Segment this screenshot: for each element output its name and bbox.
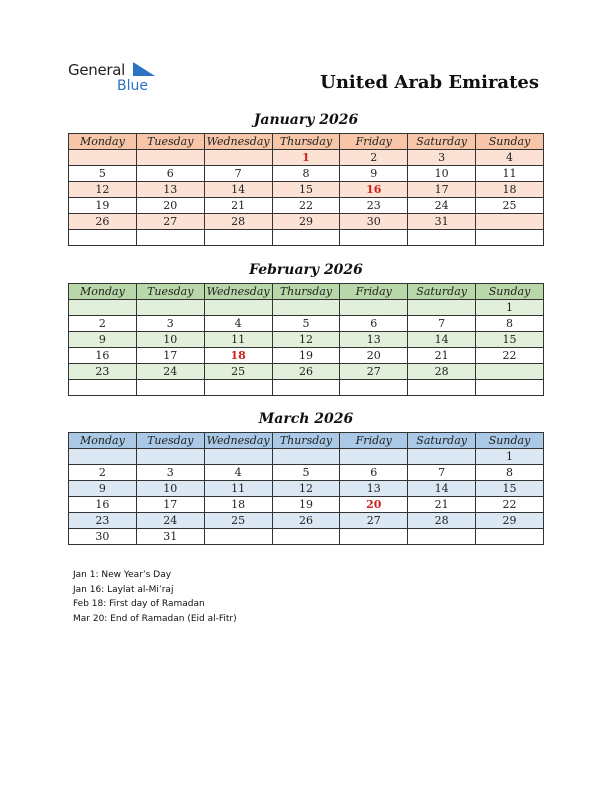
- empty-day-cell: [69, 449, 137, 465]
- day-cell: 30: [340, 214, 408, 230]
- calendar-table-feb: [68, 283, 544, 396]
- day-cell: 22: [476, 348, 544, 364]
- day-cell: 20: [136, 198, 204, 214]
- day-cell: 9: [69, 481, 137, 497]
- empty-day-cell: [476, 380, 544, 396]
- empty-day-cell: [136, 449, 204, 465]
- weekday-header: Saturday: [408, 433, 476, 449]
- weekday-header: Saturday: [408, 134, 476, 150]
- day-cell: 10: [408, 166, 476, 182]
- week-row: [69, 300, 544, 316]
- day-cell: 15: [272, 182, 340, 198]
- weekday-header: Monday: [69, 284, 137, 300]
- empty-day-cell: [476, 364, 544, 380]
- empty-day-cell: [272, 380, 340, 396]
- empty-day-cell: [340, 300, 408, 316]
- day-cell: 5: [272, 465, 340, 481]
- empty-day-cell: [408, 380, 476, 396]
- day-cell: 18: [476, 182, 544, 198]
- week-row: [69, 214, 544, 230]
- generalblue-logo: [68, 60, 168, 96]
- logo-text-general: General: [68, 61, 126, 79]
- empty-day-cell: [69, 230, 137, 246]
- weekday-header: Wednesday: [204, 134, 272, 150]
- day-cell: 4: [204, 316, 272, 332]
- day-cell: 16: [69, 497, 137, 513]
- day-cell: 22: [476, 497, 544, 513]
- holiday-notes: [73, 568, 237, 626]
- day-cell: 17: [136, 348, 204, 364]
- month-title-jan: January 2026: [253, 112, 359, 128]
- day-cell: 4: [204, 465, 272, 481]
- day-cell: 12: [69, 182, 137, 198]
- month-title-feb: February 2026: [249, 262, 363, 278]
- day-cell: 18: [204, 497, 272, 513]
- day-cell: 14: [408, 332, 476, 348]
- day-cell: 7: [408, 316, 476, 332]
- weekday-header: Thursday: [272, 284, 340, 300]
- day-cell: 1: [272, 150, 340, 166]
- day-cell: 8: [476, 465, 544, 481]
- day-cell: 24: [136, 364, 204, 380]
- day-cell: 23: [69, 513, 137, 529]
- empty-day-cell: [340, 380, 408, 396]
- logo-text-blue: Blue: [117, 78, 148, 94]
- day-cell: 27: [340, 364, 408, 380]
- day-cell: 10: [136, 481, 204, 497]
- day-cell: 14: [204, 182, 272, 198]
- day-cell: 16: [340, 182, 408, 198]
- day-cell: 7: [204, 166, 272, 182]
- day-cell: 27: [136, 214, 204, 230]
- day-cell: 23: [69, 364, 137, 380]
- day-cell: 25: [476, 198, 544, 214]
- day-cell: 3: [408, 150, 476, 166]
- empty-day-cell: [204, 449, 272, 465]
- week-row: [69, 348, 544, 364]
- day-cell: 1: [476, 449, 544, 465]
- day-cell: 31: [136, 529, 204, 545]
- day-cell: 24: [408, 198, 476, 214]
- weekday-header: Saturday: [408, 284, 476, 300]
- day-cell: 25: [204, 513, 272, 529]
- weekday-header: Tuesday: [136, 134, 204, 150]
- day-cell: 11: [204, 481, 272, 497]
- holiday-note: Mar 20: End of Ramadan (Eid al-Fitr): [73, 613, 237, 624]
- day-cell: 21: [408, 348, 476, 364]
- day-cell: 21: [408, 497, 476, 513]
- day-cell: 17: [136, 497, 204, 513]
- week-row: [69, 332, 544, 348]
- weekday-header: Monday: [69, 134, 137, 150]
- empty-day-cell: [272, 300, 340, 316]
- day-cell: 15: [476, 481, 544, 497]
- empty-day-cell: [136, 380, 204, 396]
- weekday-header: Friday: [340, 433, 408, 449]
- day-cell: 13: [136, 182, 204, 198]
- week-row: [69, 513, 544, 529]
- day-cell: 2: [69, 316, 137, 332]
- day-cell: 1: [476, 300, 544, 316]
- empty-day-cell: [272, 449, 340, 465]
- empty-day-cell: [340, 529, 408, 545]
- calendar-table-mar: [68, 432, 544, 545]
- weekday-header: Thursday: [272, 134, 340, 150]
- day-cell: 28: [204, 214, 272, 230]
- empty-day-cell: [408, 529, 476, 545]
- day-cell: 4: [476, 150, 544, 166]
- day-cell: 30: [69, 529, 137, 545]
- week-row: [69, 230, 544, 246]
- empty-day-cell: [340, 230, 408, 246]
- empty-day-cell: [136, 300, 204, 316]
- weekday-header: Monday: [69, 433, 137, 449]
- holiday-note: Jan 16: Laylat al-Mi’raj: [73, 584, 174, 595]
- empty-day-cell: [69, 150, 137, 166]
- day-cell: 3: [136, 316, 204, 332]
- empty-day-cell: [204, 150, 272, 166]
- weekday-header: Wednesday: [204, 433, 272, 449]
- day-cell: 8: [476, 316, 544, 332]
- day-cell: 20: [340, 497, 408, 513]
- week-row: [69, 465, 544, 481]
- page-title: United Arab Emirates: [320, 72, 539, 93]
- day-cell: 12: [272, 332, 340, 348]
- empty-day-cell: [204, 529, 272, 545]
- week-row: [69, 198, 544, 214]
- day-cell: 14: [408, 481, 476, 497]
- holiday-note: Feb 18: First day of Ramadan: [73, 599, 205, 609]
- empty-day-cell: [408, 300, 476, 316]
- day-cell: 19: [272, 348, 340, 364]
- day-cell: 6: [136, 166, 204, 182]
- empty-day-cell: [136, 230, 204, 246]
- week-row: [69, 380, 544, 396]
- week-row: [69, 166, 544, 182]
- week-row: [69, 481, 544, 497]
- week-row: [69, 529, 544, 545]
- day-cell: 15: [476, 332, 544, 348]
- weekday-header: Sunday: [476, 433, 544, 449]
- day-cell: 3: [136, 465, 204, 481]
- weekday-header: Sunday: [476, 134, 544, 150]
- day-cell: 21: [204, 198, 272, 214]
- week-row: [69, 364, 544, 380]
- day-cell: 31: [408, 214, 476, 230]
- weekday-header: Wednesday: [204, 284, 272, 300]
- week-row: [69, 182, 544, 198]
- day-cell: 27: [340, 513, 408, 529]
- day-cell: 10: [136, 332, 204, 348]
- day-cell: 19: [69, 198, 137, 214]
- day-cell: 6: [340, 316, 408, 332]
- empty-day-cell: [476, 230, 544, 246]
- day-cell: 18: [204, 348, 272, 364]
- logo-flag-icon: [133, 62, 155, 76]
- day-cell: 22: [272, 198, 340, 214]
- empty-day-cell: [476, 529, 544, 545]
- day-cell: 2: [69, 465, 137, 481]
- weekday-header: Sunday: [476, 284, 544, 300]
- day-cell: 2: [340, 150, 408, 166]
- empty-day-cell: [408, 230, 476, 246]
- day-cell: 8: [272, 166, 340, 182]
- weekday-header: Tuesday: [136, 433, 204, 449]
- empty-day-cell: [204, 300, 272, 316]
- day-cell: 26: [272, 364, 340, 380]
- weekday-header: Friday: [340, 284, 408, 300]
- empty-day-cell: [204, 230, 272, 246]
- day-cell: 23: [340, 198, 408, 214]
- holiday-note: Jan 1: New Year’s Day: [73, 570, 172, 580]
- day-cell: 13: [340, 332, 408, 348]
- day-cell: 19: [272, 497, 340, 513]
- day-cell: 28: [408, 364, 476, 380]
- week-row: [69, 316, 544, 332]
- empty-day-cell: [69, 300, 137, 316]
- weekday-header: Thursday: [272, 433, 340, 449]
- day-cell: 5: [272, 316, 340, 332]
- calendar-table-jan: [68, 133, 544, 246]
- day-cell: 9: [340, 166, 408, 182]
- empty-day-cell: [340, 449, 408, 465]
- empty-day-cell: [69, 380, 137, 396]
- empty-day-cell: [272, 230, 340, 246]
- day-cell: 16: [69, 348, 137, 364]
- day-cell: 6: [340, 465, 408, 481]
- day-cell: 25: [204, 364, 272, 380]
- day-cell: 29: [476, 513, 544, 529]
- weekday-header: Friday: [340, 134, 408, 150]
- day-cell: 28: [408, 513, 476, 529]
- day-cell: 5: [69, 166, 137, 182]
- empty-day-cell: [204, 380, 272, 396]
- day-cell: 13: [340, 481, 408, 497]
- empty-day-cell: [272, 529, 340, 545]
- month-title-mar: March 2026: [258, 411, 354, 427]
- week-row: [69, 150, 544, 166]
- day-cell: 17: [408, 182, 476, 198]
- day-cell: 11: [476, 166, 544, 182]
- day-cell: 24: [136, 513, 204, 529]
- day-cell: 12: [272, 481, 340, 497]
- week-row: [69, 449, 544, 465]
- day-cell: 26: [272, 513, 340, 529]
- day-cell: 29: [272, 214, 340, 230]
- day-cell: 11: [204, 332, 272, 348]
- day-cell: 20: [340, 348, 408, 364]
- day-cell: 9: [69, 332, 137, 348]
- day-cell: 26: [69, 214, 137, 230]
- weekday-header: Tuesday: [136, 284, 204, 300]
- empty-day-cell: [476, 214, 544, 230]
- empty-day-cell: [408, 449, 476, 465]
- week-row: [69, 497, 544, 513]
- day-cell: 7: [408, 465, 476, 481]
- empty-day-cell: [136, 150, 204, 166]
